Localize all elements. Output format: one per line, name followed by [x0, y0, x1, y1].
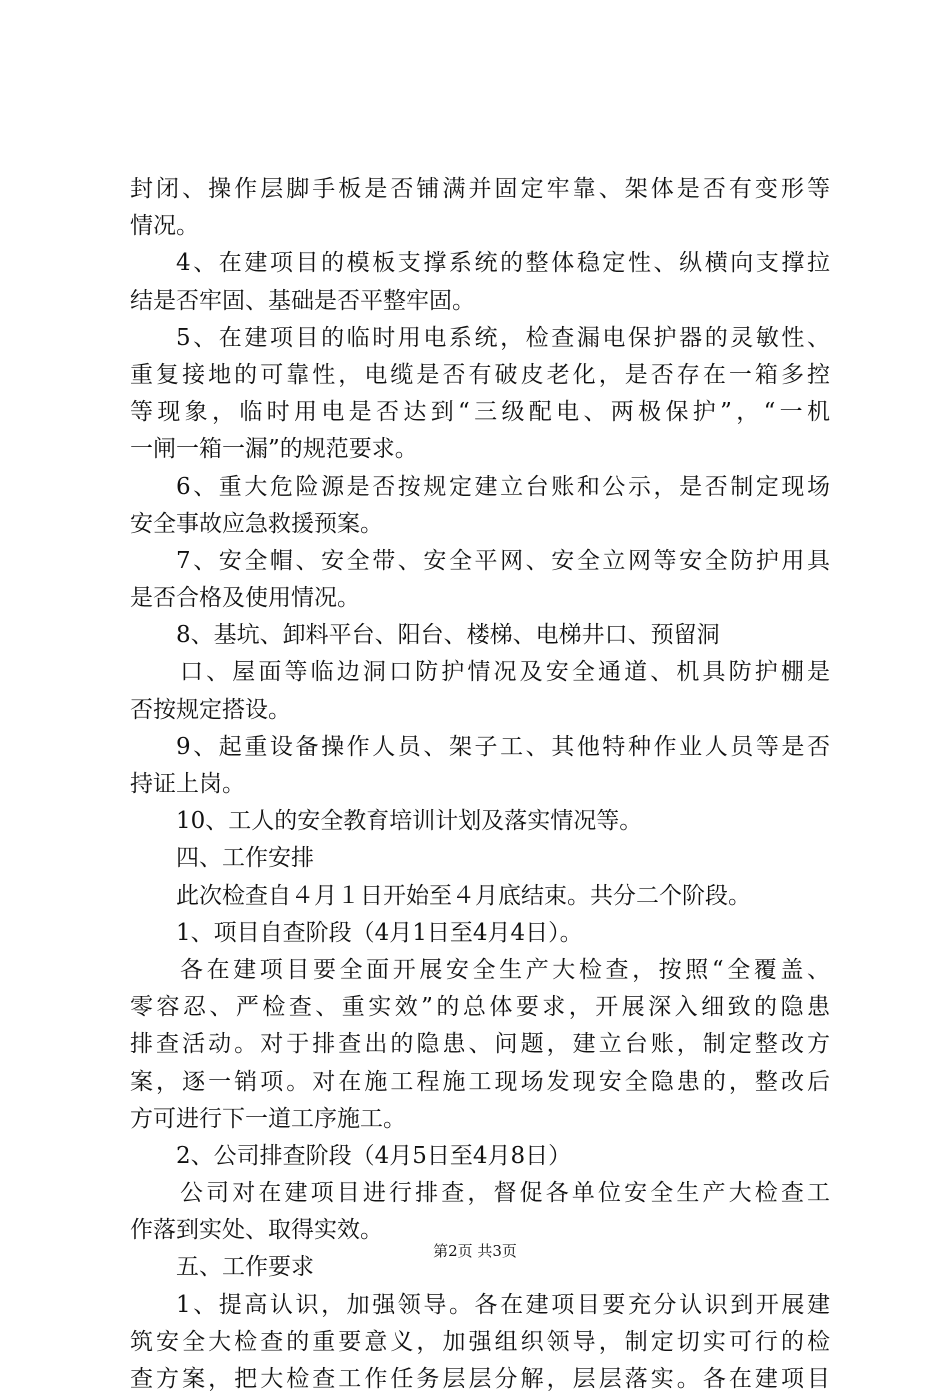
text-line: 口、屋面等临边洞口防护情况及安全通道、机具防护棚是	[180, 659, 830, 686]
section-heading: 五、工作要求	[176, 1254, 314, 1281]
text-line: 6、重大危险源是否按规定建立台账和公示，是否制定现场	[176, 473, 830, 500]
document-body	[130, 171, 830, 1398]
text-line: 封闭、操作层脚手板是否铺满并固定牢靠、架体是否有变形等	[130, 176, 830, 202]
text-line: 一闸一箱一漏”的规范要求。	[130, 436, 418, 463]
text-line: 1、提高认识，加强领导。各在建项目要充分认识到开展建	[176, 1291, 830, 1318]
text-line: 4、在建项目的模板支撑系统的整体稳定性、纵横向支撑拉	[176, 250, 830, 277]
text-line: 9、起重设备操作人员、架子工、其他特种作业人员等是否	[176, 733, 830, 760]
text-line: 等现象，临时用电是否达到“三级配电、两极保护”，“一机	[130, 399, 830, 426]
text-line: 7、安全帽、安全带、安全平网、安全立网等安全防护用具	[176, 547, 830, 574]
text-line: 安全事故应急救援预案。	[130, 510, 383, 537]
page-footer: 第2页 共3页	[433, 1242, 517, 1260]
text-line: 是否合格及使用情况。	[130, 585, 360, 612]
text-line: 结是否牢固、基础是否平整牢固。	[130, 287, 475, 314]
text-line: 零容忍、严检查、重实效”的总体要求，开展深入细致的隐患	[130, 994, 830, 1021]
text-line: 公司对在建项目进行排查，督促各单位安全生产大检查工	[180, 1180, 830, 1207]
text-line: 作落到实处、取得实效。	[130, 1217, 383, 1244]
text-line: 8、基坑、卸料平台、阳台、楼梯、电梯井口、预留洞	[176, 622, 720, 649]
section-heading: 四、工作安排	[176, 845, 314, 872]
text-line: 情况。	[130, 213, 199, 240]
text-line: 1、项目自查阶段（4月1日至4月4日）。	[176, 919, 583, 946]
text-line: 此次检查自４月１日开始至４月底结束。共分二个阶段。	[176, 882, 751, 909]
text-line: 各在建项目要全面开展安全生产大检查，按照“全覆盖、	[180, 956, 830, 983]
text-line: 筑安全大检查的重要意义，加强组织领导，制定切实可行的检	[130, 1328, 830, 1355]
text-line: 否按规定搭设。	[130, 696, 291, 723]
text-line: 5、在建项目的临时用电系统，检查漏电保护器的灵敏性、	[176, 324, 830, 351]
text-line: 2、公司排查阶段（4月5日至4月8日）	[176, 1142, 572, 1169]
text-line: 重复接地的可靠性，电缆是否有破皮老化，是否存在一箱多控	[130, 361, 830, 388]
text-line: 持证上岗。	[130, 771, 245, 797]
text-line: 方可进行下一道工序施工。	[130, 1105, 406, 1132]
text-line: 查方案，把大检查工作任务层层分解，层层落实。各在建项目	[130, 1366, 830, 1392]
text-line: 10、工人的安全教育培训计划及落实情况等。	[176, 808, 643, 835]
text-line: 排查活动。对于排查出的隐患、问题，建立台账，制定整改方	[130, 1031, 830, 1058]
text-line: 案，逐一销项。对在施工程施工现场发现安全隐患的，整改后	[130, 1068, 830, 1095]
